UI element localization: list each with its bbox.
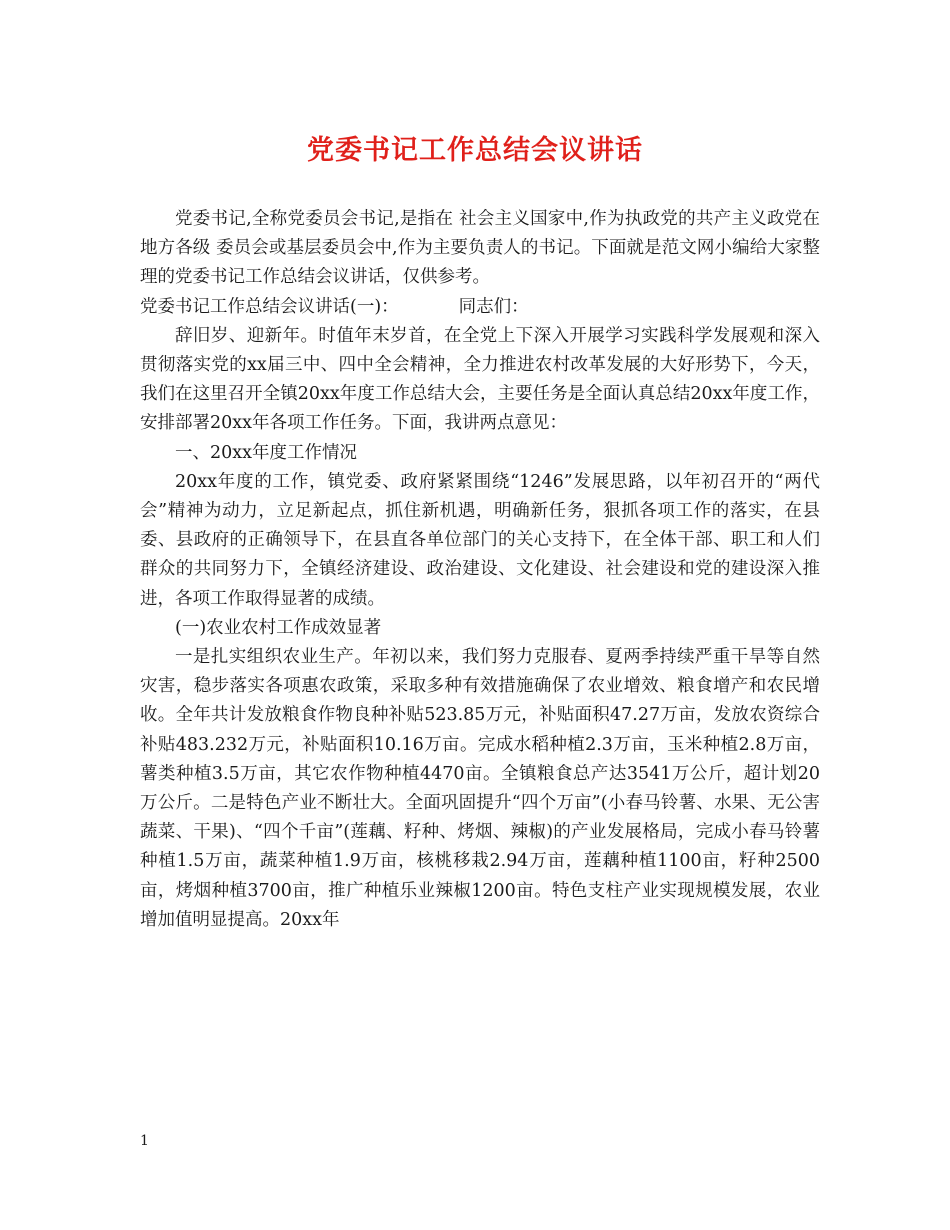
paragraph-overview: 20xx年度的工作，镇党委、政府紧紧围绕“1246”发展思路，以年初召开的“两代会”精神为动力，立足新起点，抓住新机遇，明确新任务，狠抓各项工作的落实，在县委、县政府的正确领导下，在县直各单位部门的关心支持下，在全体干部、职工和人们群众的共同努力下，全镇经济建设、政治建设、文化建设、社会建设和党的建设深入推进，各项工作取得显著的成绩。 [140, 471, 820, 609]
section-heading: 一、20xx年度工作情况 [175, 442, 358, 463]
speech-heading: 党委书记工作总结会议讲话(一)： [140, 296, 399, 317]
subsection-heading: (一)农业农村工作成效显著 [175, 617, 382, 638]
paragraph-opening: 辞旧岁、迎新年。时值年末岁首，在全党上下深入开展学习实践科学发展观和深入贯彻落实党的xx届三中、四中全会精神，全力推进农村改革发展的大好形势下，今天，我们在这里召开全镇20xx年度工作总结大会，主要任务是全面认真总结20xx年度工作，安排部署20xx年各项工作任务。下面，我讲两点意见： [140, 325, 820, 434]
page-number: 1 [140, 1133, 149, 1149]
speech-heading-line [140, 293, 820, 322]
document-title: 党委书记工作总结会议讲话 [307, 135, 643, 166]
paragraph-agriculture: 一是扎实组织农业生产。年初以来，我们努力克服春、夏两季持续严重干旱等自然灾害，稳步落实各项惠农政策，采取多种有效措施确保了农业增效、粮食增产和农民增收。全年共计发放粮食作物良种补贴523.85万元，补贴面积47.27万亩，发放农资综合补贴483.232万元，补贴面积10.16万亩。完成水稻种植2.3万亩，玉米种植2.8万亩，薯类种植3.5万亩，其它农作物种植4470亩。全镇粮食总产达3541万公斤，超计划20万公斤。二是特色产业不断壮大。全面巩固提升“四个万亩”(小春马铃薯、水果、无公害蔬菜、干果)、“四个千亩”(莲藕、籽种、烤烟、辣椒)的产业发展格局，完成小春马铃薯种植1.5万亩，蔬菜种植1.9万亩，核桃移栽2.94万亩，莲藕种植1100亩，籽种2500亩，烤烟种植3700亩，推广种植乐业辣椒1200亩。特色支柱产业实现规模发展，农业增加值明显提高。20xx年 [140, 647, 820, 930]
document-body [140, 205, 820, 935]
intro-paragraph: 党委书记,全称党委员会书记,是指在 社会主义国家中,作为执政党的共产主义政党在地方各级 委员会或基层委员会中,作为主要负责人的书记。下面就是范文网小编给大家整理的党委书记工作总结会议讲话，仅供参考。 [140, 209, 820, 288]
salutation: 同志们： [458, 296, 529, 317]
